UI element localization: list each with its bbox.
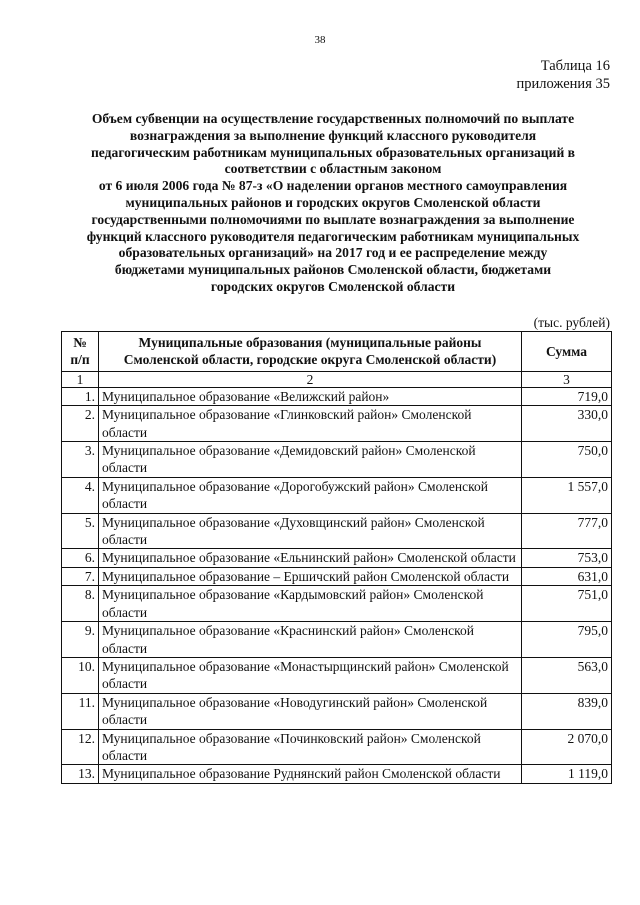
table-row [62,513,612,549]
title-line: от 6 июля 2006 года № 87-з «О наделении органов местного самоуправления [98,178,568,194]
row-number: 5. [62,513,99,549]
row-sum: 750,0 [522,442,612,478]
table-ref-line2: приложения 35 [516,76,610,92]
table-ref-line1: Таблица 16 [540,58,610,74]
title-line: государственными полномочиями по выплате вознаграждения за выполнение [91,211,575,227]
row-sum: 330,0 [522,406,612,442]
row-municipality: Муниципальное образование «Ельнинский район» Смоленской области [99,549,522,567]
row-municipality: Муниципальное образование «Краснинский район» Смоленской области [99,622,522,658]
table-row [62,549,612,567]
row-municipality: Муниципальное образование «Духовщинский район» Смоленской области [99,513,522,549]
title-line: муниципальных районов и городских округов Смоленской области [125,194,541,210]
row-number: 4. [62,477,99,513]
row-number: 11. [62,693,99,729]
table-row [62,406,612,442]
page-number: 38 [314,34,326,46]
title-line: городских округов Смоленской области [210,278,456,294]
table-row [62,729,612,765]
header-number-line1: № [73,335,87,350]
row-sum: 563,0 [522,657,612,693]
row-number: 9. [62,622,99,658]
row-municipality: Муниципальное образование «Демидовский район» Смоленской области [99,442,522,478]
column-numbers-row [62,371,612,387]
row-number: 12. [62,729,99,765]
row-sum: 631,0 [522,567,612,585]
row-sum: 1 557,0 [522,477,612,513]
row-sum: 753,0 [522,549,612,567]
row-number: 10. [62,657,99,693]
column-number: 2 [99,371,522,387]
row-number: 3. [62,442,99,478]
header-municipality-line1: Муниципальные образования (муниципальные районы [138,335,482,350]
table-reference [517,57,610,93]
title-line: Объем субвенции на осуществление государственных полномочий по выплате [91,111,575,126]
table-row [62,765,612,783]
row-municipality: Муниципальное образование «Монастырщинский район» Смоленской области [99,657,522,693]
row-sum: 719,0 [522,387,612,405]
header-municipality-line2: Смоленской области, городские округа Смоленской области) [123,352,497,368]
row-sum: 2 070,0 [522,729,612,765]
header-municipality [99,332,522,372]
column-number: 1 [62,371,99,387]
title-line: бюджетами муниципальных районов Смоленской области, бюджетами [114,262,552,278]
table-row [62,622,612,658]
table-row [62,567,612,585]
header-number-line2: п/п [70,352,90,368]
row-municipality: Муниципальное образование «Дорогобужский район» Смоленской области [99,477,522,513]
document-title [48,111,618,296]
row-sum: 839,0 [522,693,612,729]
row-number: 1. [62,387,99,405]
header-number [62,332,99,372]
row-municipality: Муниципальное образование Руднянский район Смоленской области [99,765,522,783]
table-row [62,442,612,478]
subsidy-table [61,331,612,784]
row-number: 8. [62,586,99,622]
units-label: (тыс. рублей) [533,315,610,330]
row-municipality: Муниципальное образование «Глинковский район» Смоленской области [99,406,522,442]
table-row [62,693,612,729]
row-municipality: Муниципальное образование «Новодугинский район» Смоленской области [99,693,522,729]
row-sum: 777,0 [522,513,612,549]
table-header-row [62,332,612,372]
title-line: функций классного руководителя педагогическим работникам муниципальных [86,228,580,244]
table-row [62,387,612,405]
table-row [62,477,612,513]
row-municipality: Муниципальное образование «Велижский район» [99,387,522,405]
row-municipality: Муниципальное образование «Кардымовский район» Смоленской области [99,586,522,622]
row-sum: 751,0 [522,586,612,622]
title-line: вознаграждения за выполнение функций классного руководителя [129,127,537,143]
row-number: 6. [62,549,99,567]
title-line: соответствии с областным законом [224,161,442,177]
row-municipality: Муниципальное образование «Починковский район» Смоленской области [99,729,522,765]
header-sum: Сумма [522,332,612,372]
title-line: образовательных организаций» на 2017 год и ее распределение между [118,245,548,261]
row-number: 2. [62,406,99,442]
row-sum: 1 119,0 [522,765,612,783]
column-number: 3 [522,371,612,387]
row-number: 13. [62,765,99,783]
title-line: педагогическим работникам муниципальных образовательных организаций в [90,144,576,160]
table-row [62,657,612,693]
table-row [62,586,612,622]
row-municipality: Муниципальное образование – Ершичский район Смоленской области [99,567,522,585]
row-sum: 795,0 [522,622,612,658]
row-number: 7. [62,567,99,585]
